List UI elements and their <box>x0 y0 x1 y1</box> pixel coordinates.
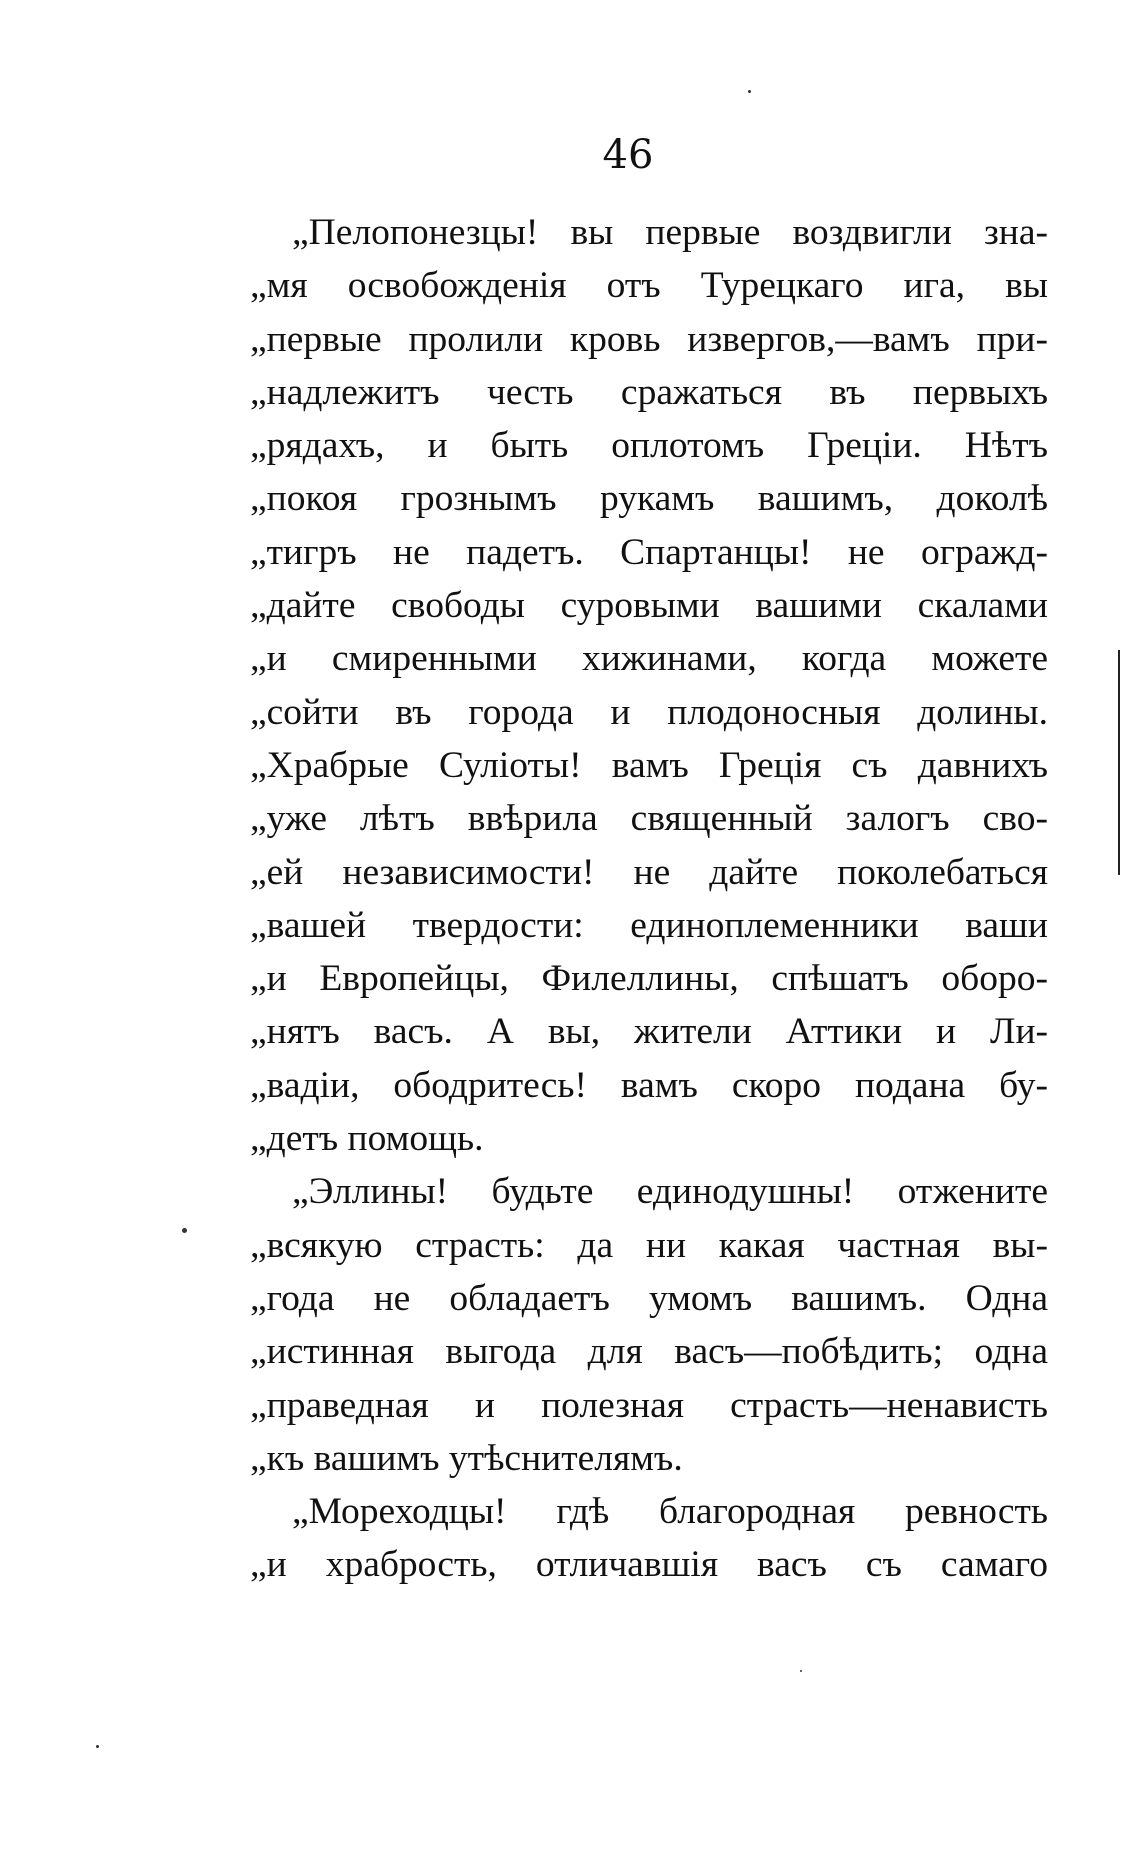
text-line: „праведная и полезная страсть—ненависть <box>250 1384 1048 1426</box>
text-line: „и храбрость, отличавшія васъ съ самаго <box>250 1544 1048 1586</box>
text-line: „покоя грознымъ рукамъ вашимъ, доколѣ <box>250 478 1048 520</box>
text-line: „Мореходцы! гдѣ благородная ревность <box>292 1491 1048 1533</box>
scan-speck <box>182 1228 187 1233</box>
text-line: „детъ помощь. <box>250 1118 484 1160</box>
body-text <box>250 206 1048 1592</box>
text-line: „тигръ не падетъ. Спартанцы! не огражд- <box>250 531 1048 573</box>
scan-speck <box>96 1745 99 1748</box>
scan-speck <box>800 1670 802 1672</box>
text-line: „всякую страсть: да ни какая частная вы- <box>250 1224 1048 1266</box>
text-line: „первые пролили кровь извергов,—вамъ при- <box>250 318 1048 360</box>
text-line: „Пелопонезцы! вы первые воздвигли зна- <box>292 212 1048 253</box>
text-line: „надлежитъ честь сражаться въ первыхъ <box>250 371 1048 413</box>
text-line: „ей независимости! не дайте поколебаться <box>250 851 1048 893</box>
text-line: „къ вашимъ утѣснителямъ. <box>250 1437 683 1479</box>
text-line: „года не обладаетъ умомъ вашимъ. Одна <box>250 1277 1048 1319</box>
text-line: „мя освобожденія отъ Турецкаго ига, вы <box>250 265 1048 307</box>
text-line: „дайте свободы суровыми вашими скалами <box>250 585 1048 627</box>
text-line: „уже лѣтъ ввѣрила священный залогъ сво- <box>250 798 1048 840</box>
text-line: „Храбрые Суліоты! вамъ Греція съ давнихъ <box>250 744 1048 786</box>
scan-speck <box>748 90 751 93</box>
scan-margin-line <box>1118 650 1120 875</box>
text-line: „истинная выгода для васъ—побѣдить; одна <box>250 1331 1048 1373</box>
text-line: „рядахъ, и быть оплотомъ Греціи. Нѣтъ <box>250 425 1048 467</box>
text-line: „нятъ васъ. А вы, жители Аттики и Ли- <box>250 1011 1048 1053</box>
text-line: „и Европейцы, Филеллины, спѣшатъ оборо- <box>250 958 1048 1000</box>
text-line: „вадіи, ободритесь! вамъ скоро подана бу- <box>250 1064 1048 1106</box>
paragraph <box>250 206 1048 1165</box>
text-line: „и смиренными хижинами, когда можете <box>250 638 1048 680</box>
page-number: 46 <box>602 132 654 178</box>
paragraph <box>250 1485 1048 1592</box>
text-line: „Эллины! будьте единодушны! отженитe <box>292 1171 1048 1213</box>
text-line: „сойти въ города и плодоносныя долины. <box>250 691 1048 733</box>
text-line: „вашей твердости: единоплеменники ваши <box>250 904 1048 946</box>
paragraph <box>250 1165 1048 1485</box>
